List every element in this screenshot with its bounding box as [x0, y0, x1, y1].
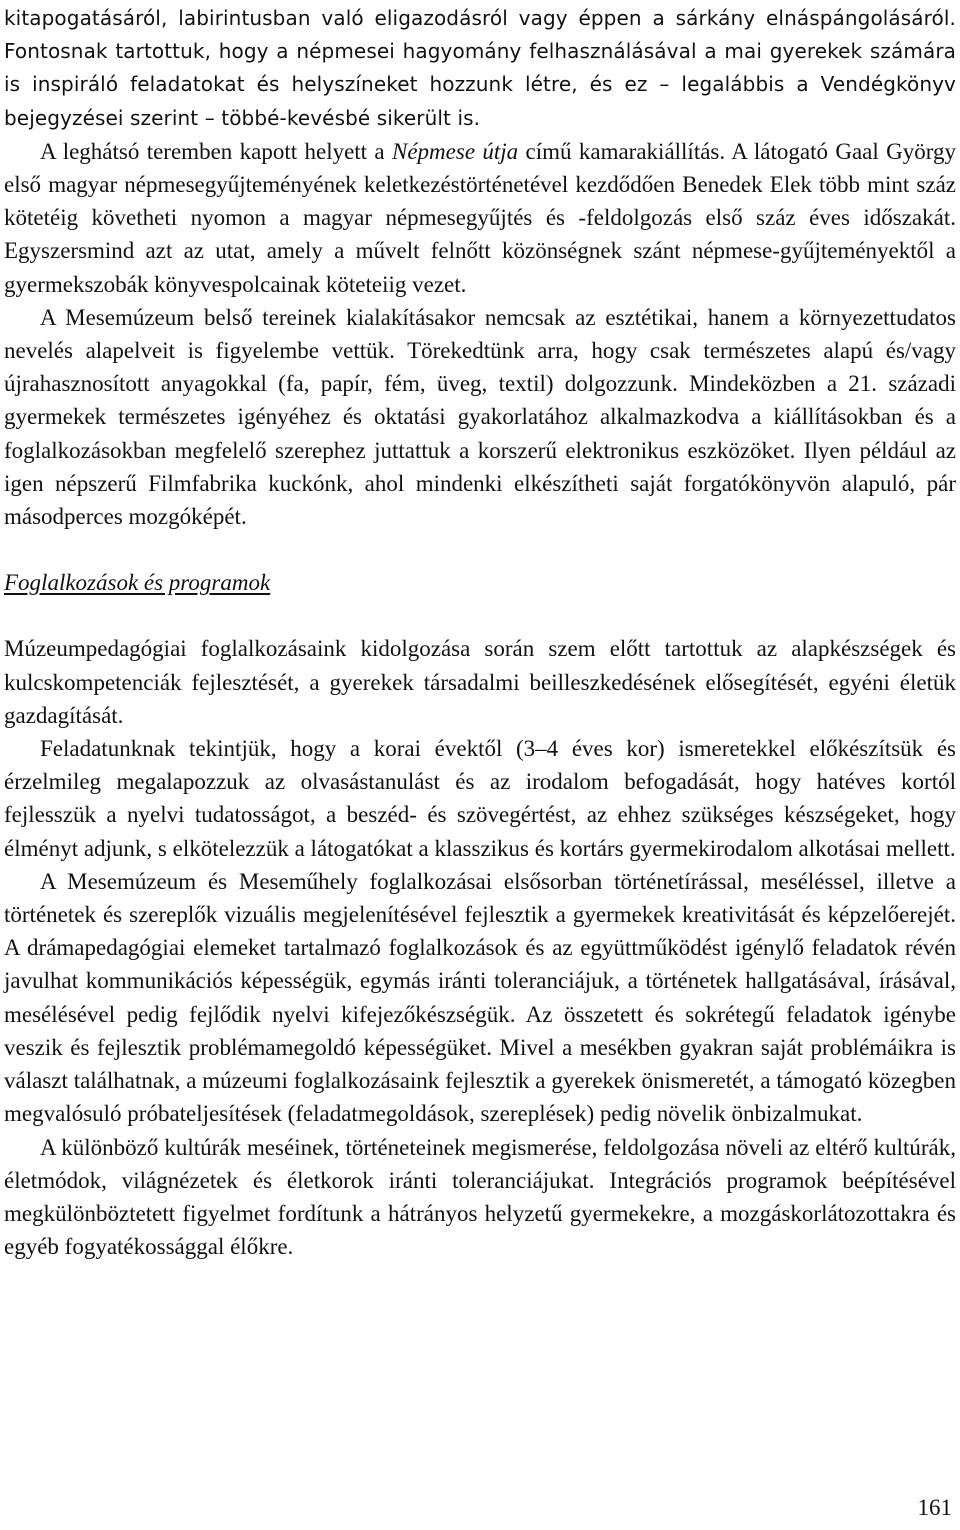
- section-paragraph: Múzeumpedagógiai foglalkozásaink kidolgozása során szem előtt tartottuk az alapkészségek és kulcskompetenciák fejlesztését, a gyerekek társadalmi beilleszkedésének elősegítését, egyéni életük gazdagítását.: [4, 636, 956, 728]
- paragraph-intro: [4, 2, 956, 135]
- paragraph-text: című kamarakiállítás. A látogató Gaal György első magyar népmesegyűjteményének keletkezéstörténetével kezdődően Benedek Elek több mint száz kötetéig követheti nyomon a magyar népmesegyűjtés és -feldolgozás első száz éves időszakát. Egyszersmind azt az utat, amely a művelt felnőtt közönségnek szánt népmese-gyűjteményektől a gyermekszobák könyvespolcainak köteteiig vezet.: [4, 138, 956, 297]
- exhibition-title: Népmese útja: [392, 138, 519, 164]
- page-number: 161: [917, 1495, 952, 1520]
- section-paragraph: A Mesemúzeum és Meseműhely foglalkozásai elsősorban történetírással, meséléssel, illetve a történetek és szereplők vizuális megjelenítésével fejlesztik a gyermekek kreativitását és képzelőerejét. A drámapedagógiai elemeket tartalmazó foglalkozások és az együttműködést igénylő feladatok révén javulhat kommunikációs képességük, egymás iránti toleranciájuk, a történetek hallgatásával, írásával, mesélésével pedig fejlődik nyelvi kifejezőkészségük. Az összetett és sokrétegű feladatok igénybe veszik és fejlesztik problémamegoldó képességüket. Mivel a mesékben gyakran saját problémáikra is választ találhatnak, a múzeumi foglalkozásaink fejlesztik a gyerekek önismeretét, a támogató közegben megvalósuló próbateljesítések (feladatmegoldások, szereplések) pedig növelik önbizalmukat.: [4, 868, 956, 1127]
- paragraph-text: kitapogatásáról, labirintusban való eligazodásról vagy éppen a sárkány elnáspángolásáról. Fontosnak tartottuk, hogy a népmesei hagyomány felhasználásával a mai gyerekek számára is inspiráló feladatokat és helyszíneket hozzunk létre, és ez – legalábbis a Vendégkönyv bejegyzései szerint – többé-kevésbé sikerült is.: [4, 6, 956, 130]
- paragraph-exhibition: [4, 135, 956, 301]
- section-heading: Foglalkozások és programok: [4, 570, 271, 596]
- section-paragraph: A különböző kultúrák meséinek, történeteinek megismerése, feldolgozása növeli az eltérő kultúrák, életmódok, világnézetek és életkorok iránti toleranciájukat. Integrációs programok beépítésével megkülönböztetett figyelmet fordítunk a hátrányos helyzetű gyermekekre, a mozgáskorlátozottakra és egyéb fogyatékossággal élőkre.: [4, 1134, 956, 1260]
- document-page: [4, 2, 956, 1263]
- paragraph-text: A leghátsó teremben kapott helyett a: [40, 138, 392, 164]
- section-paragraph: Feladatunknak tekintjük, hogy a korai évektől (3–4 éves kor) ismeretekkel előkészítsük és érzelmileg megalapozzuk az olvasástanulást és az irodalom befogadását, hogy hatéves kortól fejlesszük a nyelvi tudatosságot, a beszéd- és szövegértést, az ehhez szükséges készségeket, hogy élményt adjunk, s elkötelezzük a látogatókat a klasszikus és kortárs gyermekirodalom alkotásai mellett.: [4, 736, 956, 861]
- paragraph-interiors: [4, 301, 956, 533]
- paragraph-text: A Mesemúzeum belső tereinek kialakításakor nemcsak az esztétikai, hanem a környezettudatos nevelés alapelveit is figyelembe vettük. Törekedtünk arra, hogy csak természetes alapú és/vagy újrahasznosított anyagokkal (fa, papír, fém, üveg, textil) dolgozzunk. Mindeközben a 21. századi gyermekek természetes igényéhez és oktatási gyakorlatához alkalmazkodva a kiállításokban és a foglalkozásokban megfelelő szerephez juttattuk a korszerű elektronikus eszközöket. Ilyen például az igen népszerű Filmfabrika kuckónk, ahol mindenki elkészítheti saját forgatókönyvön alapuló, pár másodperces mozgóképét.: [4, 304, 956, 530]
